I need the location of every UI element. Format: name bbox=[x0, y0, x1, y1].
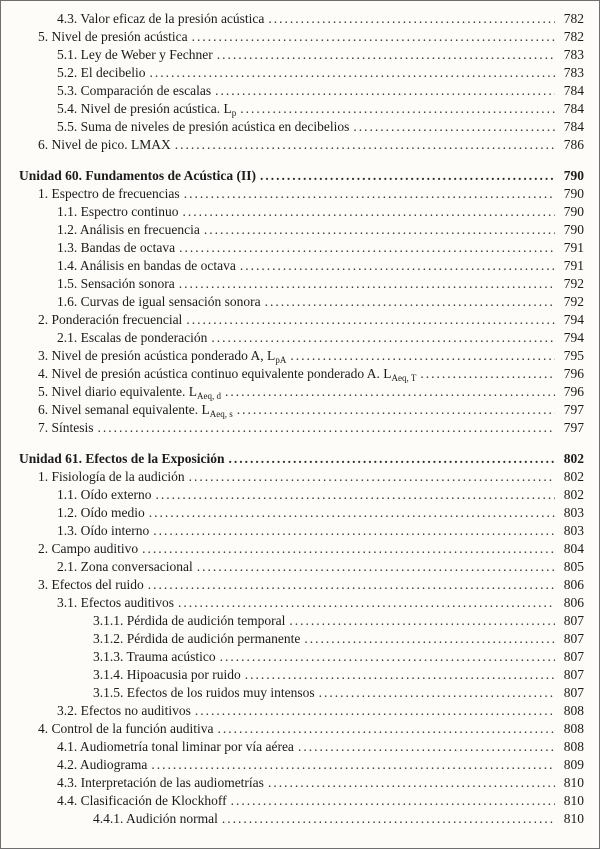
page-number: 792 bbox=[563, 294, 584, 309]
page-number: 810 bbox=[563, 775, 584, 790]
dot-leader bbox=[186, 311, 555, 329]
dot-leader bbox=[217, 720, 555, 738]
entry-label: 2. Ponderación frecuencial bbox=[38, 312, 183, 327]
page-number: 807 bbox=[563, 649, 584, 664]
toc-entry bbox=[19, 648, 584, 666]
toc-entry bbox=[19, 419, 584, 437]
entry-label: 5. Nivel diario equivalente. $L_{Aeq, d}$ bbox=[38, 384, 221, 401]
toc-entry bbox=[19, 329, 584, 347]
dot-leader bbox=[290, 347, 555, 365]
entry-label: 1.3. Oído interno bbox=[57, 523, 150, 538]
page-number: 792 bbox=[563, 276, 584, 291]
entry-label: 3.1. Efectos auditivos bbox=[57, 595, 174, 610]
page-number: 806 bbox=[563, 595, 584, 610]
page-number: 802 bbox=[563, 451, 584, 466]
page-number: 784 bbox=[563, 119, 584, 134]
toc-entry bbox=[19, 347, 584, 365]
toc-entry bbox=[19, 666, 584, 684]
entry-label: 4.4.1. Audición normal bbox=[93, 811, 218, 826]
dot-leader bbox=[179, 275, 555, 293]
entry-label: 2.1. Zona conversacional bbox=[57, 559, 193, 574]
entry-label: 1.6. Curvas de igual sensación sonora bbox=[57, 294, 261, 309]
page-number: 808 bbox=[563, 739, 584, 754]
dot-leader bbox=[268, 10, 555, 28]
entry-label: Unidad 61. Efectos de la Exposición bbox=[19, 451, 225, 466]
entry-label: 3. Efectos del ruido bbox=[38, 577, 144, 592]
dot-leader bbox=[420, 365, 555, 383]
entry-label: 4.3. Interpretación de las audiometrías bbox=[57, 775, 264, 790]
page-number: 794 bbox=[563, 330, 584, 345]
toc-entry bbox=[19, 293, 584, 311]
toc-entry bbox=[19, 612, 584, 630]
dot-leader bbox=[245, 666, 555, 684]
entry-label: 3.2. Efectos no auditivos bbox=[57, 703, 191, 718]
toc-entry bbox=[19, 540, 584, 558]
dot-leader bbox=[260, 167, 555, 185]
toc-entry bbox=[19, 504, 584, 522]
entry-label: 5.5. Suma de niveles de presión acústica en decibelios bbox=[57, 119, 350, 134]
toc-entry bbox=[19, 383, 584, 401]
entry-subscript: Aeq, s bbox=[209, 409, 233, 419]
entry-label: 1.1. Oído externo bbox=[57, 487, 152, 502]
dot-leader bbox=[220, 648, 555, 666]
page-number: 791 bbox=[563, 258, 584, 273]
entry-label: 1. Fisiología de la audición bbox=[38, 469, 185, 484]
toc-section bbox=[19, 450, 584, 828]
page-number: 797 bbox=[563, 402, 584, 417]
entry-label: 1.2. Oído medio bbox=[57, 505, 145, 520]
dot-leader bbox=[179, 239, 555, 257]
dot-leader bbox=[148, 576, 555, 594]
page-number: 796 bbox=[563, 384, 584, 399]
dot-leader bbox=[182, 203, 555, 221]
dot-leader bbox=[289, 612, 555, 630]
toc-section bbox=[19, 10, 584, 154]
toc-entry bbox=[19, 594, 584, 612]
entry-label: 1.4. Análisis en bandas de octava bbox=[57, 258, 236, 273]
entry-label: 7. Síntesis bbox=[38, 420, 94, 435]
toc-entry bbox=[19, 684, 584, 702]
page-number: 796 bbox=[563, 366, 584, 381]
dot-leader bbox=[240, 257, 555, 275]
page-number: 802 bbox=[563, 469, 584, 484]
toc-entry bbox=[19, 774, 584, 792]
entry-label: Unidad 60. Fundamentos de Acústica (II) bbox=[19, 168, 257, 183]
page-number: 782 bbox=[563, 11, 584, 26]
page-number: 804 bbox=[563, 541, 584, 556]
page-number: 790 bbox=[563, 222, 584, 237]
dot-leader bbox=[195, 702, 555, 720]
page-number: 797 bbox=[563, 420, 584, 435]
toc-entry bbox=[19, 64, 584, 82]
page-number: 809 bbox=[563, 757, 584, 772]
entry-label: 4. Control de la función auditiva bbox=[38, 721, 214, 736]
entry-label: 1.1. Espectro continuo bbox=[57, 204, 179, 219]
page-number: 807 bbox=[563, 667, 584, 682]
dot-leader bbox=[229, 450, 555, 468]
toc-entry bbox=[19, 576, 584, 594]
toc-entry bbox=[19, 486, 584, 504]
dot-leader bbox=[231, 792, 555, 810]
entry-label: 5.4. Nivel de presión acústica. $L_p$ bbox=[57, 101, 237, 118]
page-number: 783 bbox=[563, 65, 584, 80]
toc bbox=[19, 10, 584, 828]
page-number: 802 bbox=[563, 487, 584, 502]
entry-label: 4.1. Audiometría tonal liminar por vía aérea bbox=[57, 739, 294, 754]
entry-label: 6. Nivel de pico. LMAX bbox=[38, 137, 171, 152]
entry-subscript: p bbox=[231, 108, 237, 118]
toc-entry bbox=[19, 221, 584, 239]
toc-entry bbox=[19, 756, 584, 774]
entry-label: 2.1. Escalas de ponderación bbox=[57, 330, 208, 345]
entry-label: 6. Nivel semanal equivalente. $L_{Aeq, s}$ bbox=[38, 402, 233, 419]
page-number: 784 bbox=[563, 83, 584, 98]
page-number: 808 bbox=[563, 721, 584, 736]
dot-leader bbox=[240, 100, 555, 118]
entry-label: 1.5. Sensación sonora bbox=[57, 276, 175, 291]
page-number: 810 bbox=[563, 793, 584, 808]
page-number: 806 bbox=[563, 577, 584, 592]
page-number: 783 bbox=[563, 47, 584, 62]
toc-entry bbox=[19, 203, 584, 221]
entry-label: 3.1.4. Hipoacusia por ruido bbox=[93, 667, 241, 682]
toc-entry bbox=[19, 365, 584, 383]
dot-leader bbox=[215, 82, 555, 100]
entry-label: 5.2. El decibelio bbox=[57, 65, 146, 80]
dot-leader bbox=[197, 558, 555, 576]
entry-label: 4.2. Audiograma bbox=[57, 757, 148, 772]
entry-subscript: Aeq, T bbox=[391, 373, 417, 383]
page-number: 790 bbox=[563, 186, 584, 201]
entry-label: 5. Nivel de presión acústica bbox=[38, 29, 188, 44]
dot-leader bbox=[217, 46, 555, 64]
entry-label: 5.1. Ley de Weber y Fechner bbox=[57, 47, 213, 62]
entry-label: 3.1.5. Efectos de los ruidos muy intensos bbox=[93, 685, 315, 700]
dot-leader bbox=[204, 221, 555, 239]
toc-entry bbox=[19, 239, 584, 257]
dot-leader bbox=[268, 774, 555, 792]
toc-section bbox=[19, 167, 584, 437]
entry-label: 4. Nivel de presión acústica continuo equivalente ponderado A. $L_{Aeq, T}$ bbox=[38, 366, 417, 383]
toc-entry bbox=[19, 792, 584, 810]
toc-entry bbox=[19, 558, 584, 576]
entry-label: 3. Nivel de presión acústica ponderado A, $L_{pA}$ bbox=[38, 348, 287, 365]
toc-entry bbox=[19, 185, 584, 203]
page-number: 803 bbox=[563, 523, 584, 538]
toc-entry bbox=[19, 468, 584, 486]
dot-leader bbox=[222, 810, 555, 828]
page-number: 808 bbox=[563, 703, 584, 718]
dot-leader bbox=[175, 136, 555, 154]
toc-entry bbox=[19, 82, 584, 100]
dot-leader bbox=[298, 738, 555, 756]
toc-entry bbox=[19, 738, 584, 756]
toc-entry bbox=[19, 401, 584, 419]
dot-leader bbox=[149, 504, 555, 522]
entry-label: 4.3. Valor eficaz de la presión acústica bbox=[57, 11, 265, 26]
toc-entry bbox=[19, 46, 584, 64]
dot-leader bbox=[178, 594, 555, 612]
page-number: 791 bbox=[563, 240, 584, 255]
entry-label: 3.1.1. Pérdida de audición temporal bbox=[93, 613, 286, 628]
dot-leader bbox=[149, 64, 555, 82]
entry-subscript: Aeq, d bbox=[196, 391, 221, 401]
dot-leader bbox=[319, 684, 555, 702]
entry-label: 3.1.2. Pérdida de audición permanente bbox=[93, 631, 301, 646]
page-number: 794 bbox=[563, 312, 584, 327]
dot-leader bbox=[353, 118, 555, 136]
entry-label: 1.3. Bandas de octava bbox=[57, 240, 176, 255]
dot-leader bbox=[153, 522, 555, 540]
entry-label: 2. Campo auditivo bbox=[38, 541, 139, 556]
dot-leader bbox=[225, 383, 555, 401]
toc-heading bbox=[19, 167, 584, 185]
page-number: 795 bbox=[563, 348, 584, 363]
dot-leader bbox=[211, 329, 555, 347]
toc-entry bbox=[19, 810, 584, 828]
dot-leader bbox=[237, 401, 555, 419]
dot-leader bbox=[304, 630, 555, 648]
entry-label: 1. Espectro de frecuencias bbox=[38, 186, 180, 201]
toc-entry bbox=[19, 720, 584, 738]
toc-entry bbox=[19, 702, 584, 720]
page-number: 807 bbox=[563, 613, 584, 628]
toc-entry bbox=[19, 257, 584, 275]
toc-entry bbox=[19, 136, 584, 154]
page-number: 784 bbox=[563, 101, 584, 116]
page-number: 807 bbox=[563, 685, 584, 700]
page-number: 786 bbox=[563, 137, 584, 152]
page-number: 790 bbox=[563, 204, 584, 219]
entry-label: 5.3. Comparación de escalas bbox=[57, 83, 212, 98]
page-number: 782 bbox=[563, 29, 584, 44]
page-number: 810 bbox=[563, 811, 584, 826]
page-number: 790 bbox=[563, 168, 584, 183]
toc-entry bbox=[19, 311, 584, 329]
toc-entry bbox=[19, 522, 584, 540]
dot-leader bbox=[192, 28, 555, 46]
dot-leader bbox=[189, 468, 555, 486]
toc-entry bbox=[19, 275, 584, 293]
toc-entry bbox=[19, 100, 584, 118]
page-number: 807 bbox=[563, 631, 584, 646]
entry-label: 1.2. Análisis en frecuencia bbox=[57, 222, 200, 237]
entry-subscript: pA bbox=[275, 355, 287, 365]
page-number: 805 bbox=[563, 559, 584, 574]
dot-leader bbox=[184, 185, 555, 203]
dot-leader bbox=[265, 293, 555, 311]
toc-entry bbox=[19, 10, 584, 28]
toc-entry bbox=[19, 118, 584, 136]
dot-leader bbox=[155, 486, 555, 504]
page-number: 803 bbox=[563, 505, 584, 520]
toc-heading bbox=[19, 450, 584, 468]
dot-leader bbox=[98, 419, 555, 437]
dot-leader bbox=[142, 540, 555, 558]
entry-label: 4.4. Clasificación de Klockhoff bbox=[57, 793, 227, 808]
dot-leader bbox=[151, 756, 555, 774]
toc-entry bbox=[19, 28, 584, 46]
entry-label: 3.1.3. Trauma acústico bbox=[93, 649, 216, 664]
toc-entry bbox=[19, 630, 584, 648]
